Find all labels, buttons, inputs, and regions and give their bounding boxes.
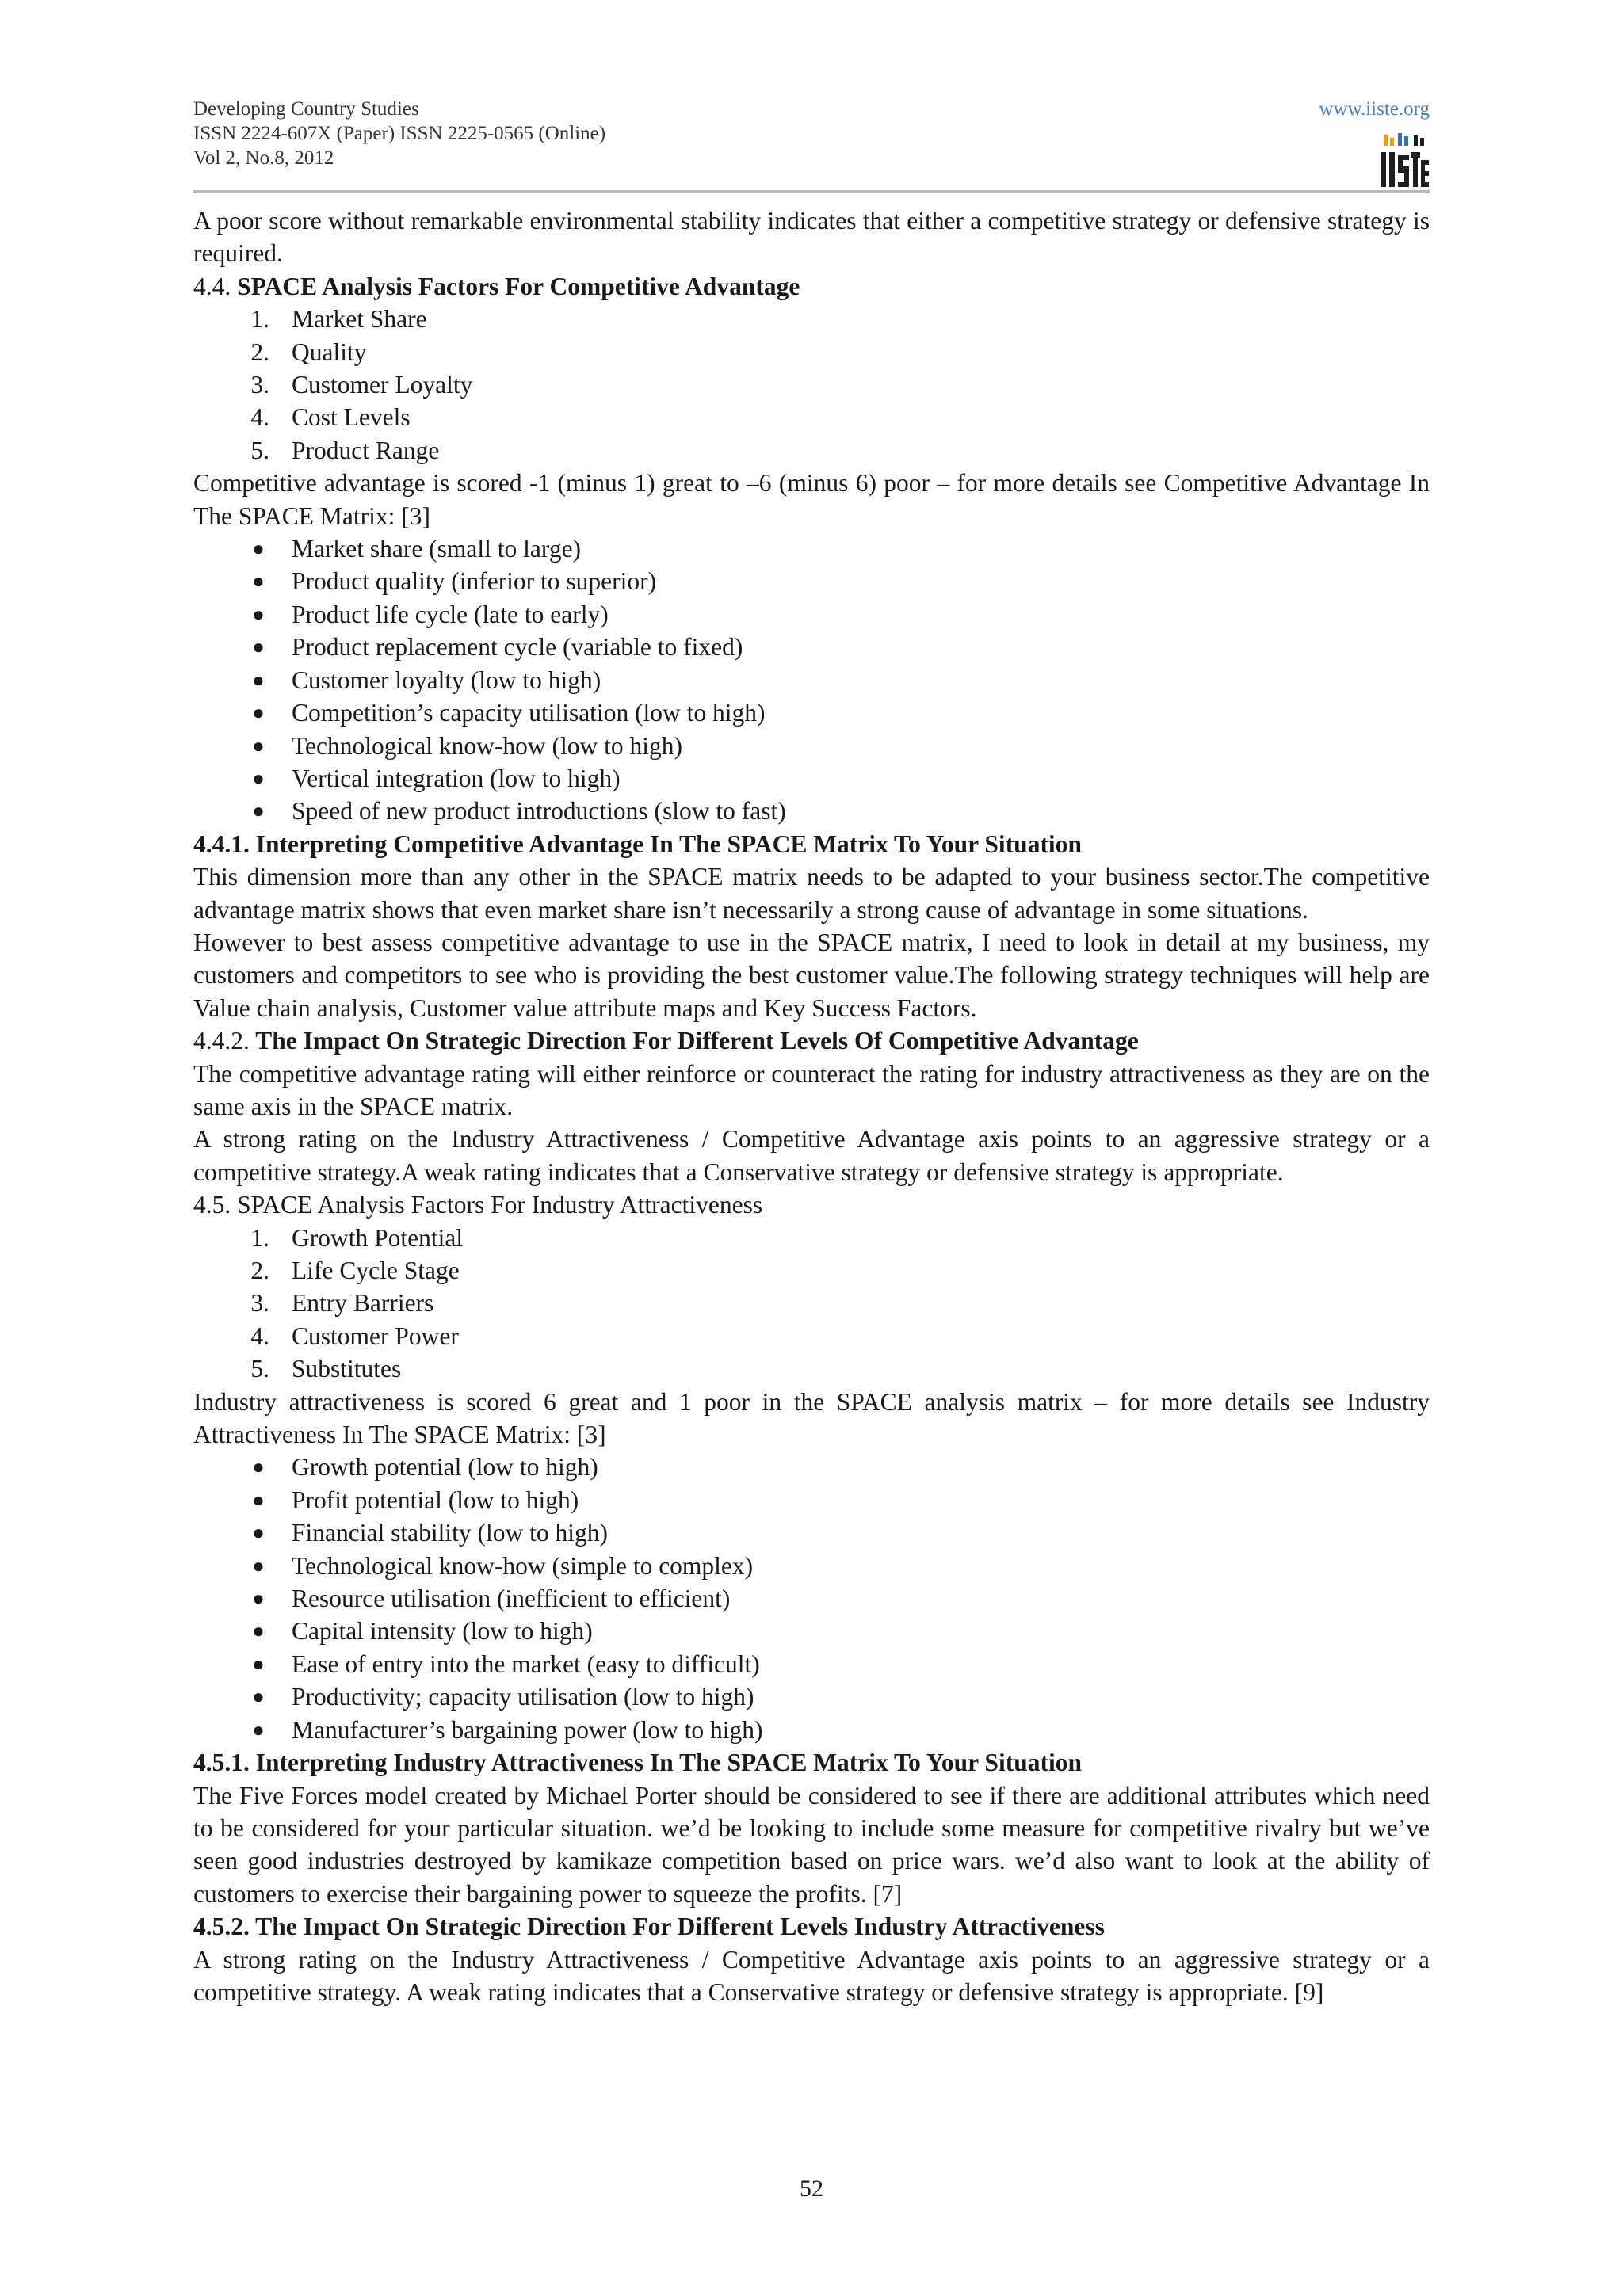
section-4-5-2-paragraph: A strong rating on the Industry Attractiveness / Competitive Advantage axis points to an aggressive strategy or a competitive strategy. A weak rating indicates that a Conservative strategy or defensive strategy is appropriate. [9] bbox=[193, 1945, 1430, 2006]
website-link[interactable]: www.iiste.org bbox=[1319, 98, 1430, 120]
article-body bbox=[193, 204, 1430, 2008]
section-4-4-number: 4.4. bbox=[193, 272, 231, 300]
section-4-4-2-paragraph-2: A strong rating on the Industry Attractiveness / Competitive Advantage axis points to an aggressive strategy or a competitive strategy.A weak rating indicates that a Conservative strategy or defensive strategy is appropriate. bbox=[193, 1125, 1430, 1186]
section-4-5-1-paragraph: The Five Forces model created by Michael Porter should be considered to see if there are additional attributes which need to be considered for your particular situation. we’d be looking to include some measure for competitive rivalry but we’ve seen good industries destroyed by kamikaze competition based on price wars. we’d also want to look at the ability of customers to exercise their bargaining power to squeeze the profits. [7] bbox=[193, 1781, 1430, 1908]
list-item: 2. Quality bbox=[250, 338, 367, 366]
list-item: ● Market share (small to large) bbox=[252, 535, 582, 563]
list-item: 4. Cost Levels bbox=[250, 403, 411, 432]
section-4-4-1-heading: 4.4.1. Interpreting Competitive Advantage In The SPACE Matrix To Your Situation bbox=[193, 830, 1082, 858]
list-item: ● Capital intensity (low to high) bbox=[252, 1617, 593, 1646]
competitive-score-paragraph: Competitive advantage is scored -1 (minus 1) great to –6 (minus 6) poor – for more details see Competitive Advantage In The SPACE Matrix: [3] bbox=[193, 469, 1430, 530]
journal-volume: Vol 2, No.8, 2012 bbox=[193, 147, 334, 169]
section-4-4-title: SPACE Analysis Factors For Competitive Advantage bbox=[237, 272, 800, 300]
list-item: 5. Substitutes bbox=[250, 1355, 402, 1383]
list-item: 1. Market Share bbox=[250, 305, 427, 334]
iiste-logo bbox=[1379, 132, 1430, 190]
journal-info bbox=[193, 97, 605, 170]
list-item: ● Product quality (inferior to superior) bbox=[252, 567, 657, 596]
list-item: ● Competition’s capacity utilisation (low to high) bbox=[252, 699, 766, 727]
list-item: ● Product replacement cycle (variable to fixed) bbox=[252, 633, 743, 662]
list-item: 3. Entry Barriers bbox=[250, 1289, 434, 1318]
section-4-4-2-title: The Impact On Strategic Direction For Different Levels Of Competitive Advantage bbox=[255, 1027, 1139, 1055]
page-number: 52 bbox=[800, 2176, 823, 2202]
page-header bbox=[193, 97, 1430, 192]
section-4-5-heading: 4.5. SPACE Analysis Factors For Industry Attractiveness bbox=[193, 1191, 763, 1219]
list-item: ● Technological know-how (simple to complex) bbox=[252, 1551, 754, 1580]
section-4-4-2-number: 4.4.2. bbox=[193, 1027, 250, 1055]
factor-list-competitive bbox=[193, 303, 1430, 467]
list-item: ● Product life cycle (late to early) bbox=[252, 600, 609, 628]
section-4-5-2-heading: 4.5.2. The Impact On Strategic Direction For Different Levels Industry Attractiveness bbox=[193, 1913, 1105, 1941]
section-4-4-2-paragraph-1: The competitive advantage rating will either reinforce or counteract the rating for industry attractiveness as they are on the same axis in the SPACE matrix. bbox=[193, 1059, 1430, 1120]
list-item: ● Resource utilisation (inefficient to efficient) bbox=[252, 1585, 731, 1613]
list-item: ● Customer loyalty (low to high) bbox=[252, 666, 601, 694]
list-item: ● Financial stability (low to high) bbox=[252, 1519, 608, 1547]
list-item: ● Technological know-how (low to high) bbox=[252, 731, 682, 760]
list-item: 4. Customer Power bbox=[250, 1322, 459, 1350]
section-4-4-1-paragraph-2: However to best assess competitive advantage to use in the SPACE matrix, I need to look in detail at my business, my customers and competitors to see who is providing the best customer value.The following strategy techniques will help are Value chain analysis, Customer value attribute maps and Key Success Factors. bbox=[193, 928, 1430, 1022]
section-4-4-2-heading bbox=[193, 1024, 1430, 1057]
list-item: 5. Product Range bbox=[250, 436, 440, 464]
journal-name: Developing Country Studies bbox=[193, 98, 419, 120]
journal-issn: ISSN 2224-607X (Paper) ISSN 2225-0565 (Online) bbox=[193, 123, 606, 144]
list-item: ● Ease of entry into the market (easy to difficult) bbox=[252, 1650, 760, 1678]
factor-list-industry bbox=[193, 1222, 1430, 1386]
list-item: ● Manufacturer’s bargaining power (low to high) bbox=[252, 1715, 763, 1744]
section-4-5-1-heading: 4.5.1. Interpreting Industry Attractiveness In The SPACE Matrix To Your Situation bbox=[193, 1749, 1082, 1777]
list-item: ● Speed of new product introductions (slow to fast) bbox=[252, 797, 786, 826]
list-item: 1. Growth Potential bbox=[250, 1223, 464, 1252]
header-divider bbox=[193, 190, 1430, 193]
list-item: ● Growth potential (low to high) bbox=[252, 1453, 598, 1482]
list-item: ● Profit potential (low to high) bbox=[252, 1486, 579, 1514]
list-item: ● Productivity; capacity utilisation (low to high) bbox=[252, 1683, 754, 1711]
list-item: ● Vertical integration (low to high) bbox=[252, 764, 621, 792]
intro-paragraph: A poor score without remarkable environmental stability indicates that either a competitive strategy or defensive strategy is required. bbox=[193, 207, 1430, 268]
list-item: 3. Customer Loyalty bbox=[250, 371, 473, 399]
section-4-4-heading bbox=[193, 270, 1430, 303]
industry-bullet-list bbox=[193, 1451, 1430, 1746]
list-item: 2. Life Cycle Stage bbox=[250, 1257, 460, 1284]
section-4-4-1-paragraph-1: This dimension more than any other in the SPACE matrix needs to be adapted to your business sector.The competitive advantage matrix shows that even market share isn’t necessarily a strong cause of advantage in some situations. bbox=[193, 863, 1430, 924]
competitive-bullet-list bbox=[193, 532, 1430, 828]
industry-score-paragraph: Industry attractiveness is scored 6 great and 1 poor in the SPACE analysis matrix – for more details see Industry Attractiveness In The SPACE Matrix: [3] bbox=[193, 1387, 1430, 1449]
